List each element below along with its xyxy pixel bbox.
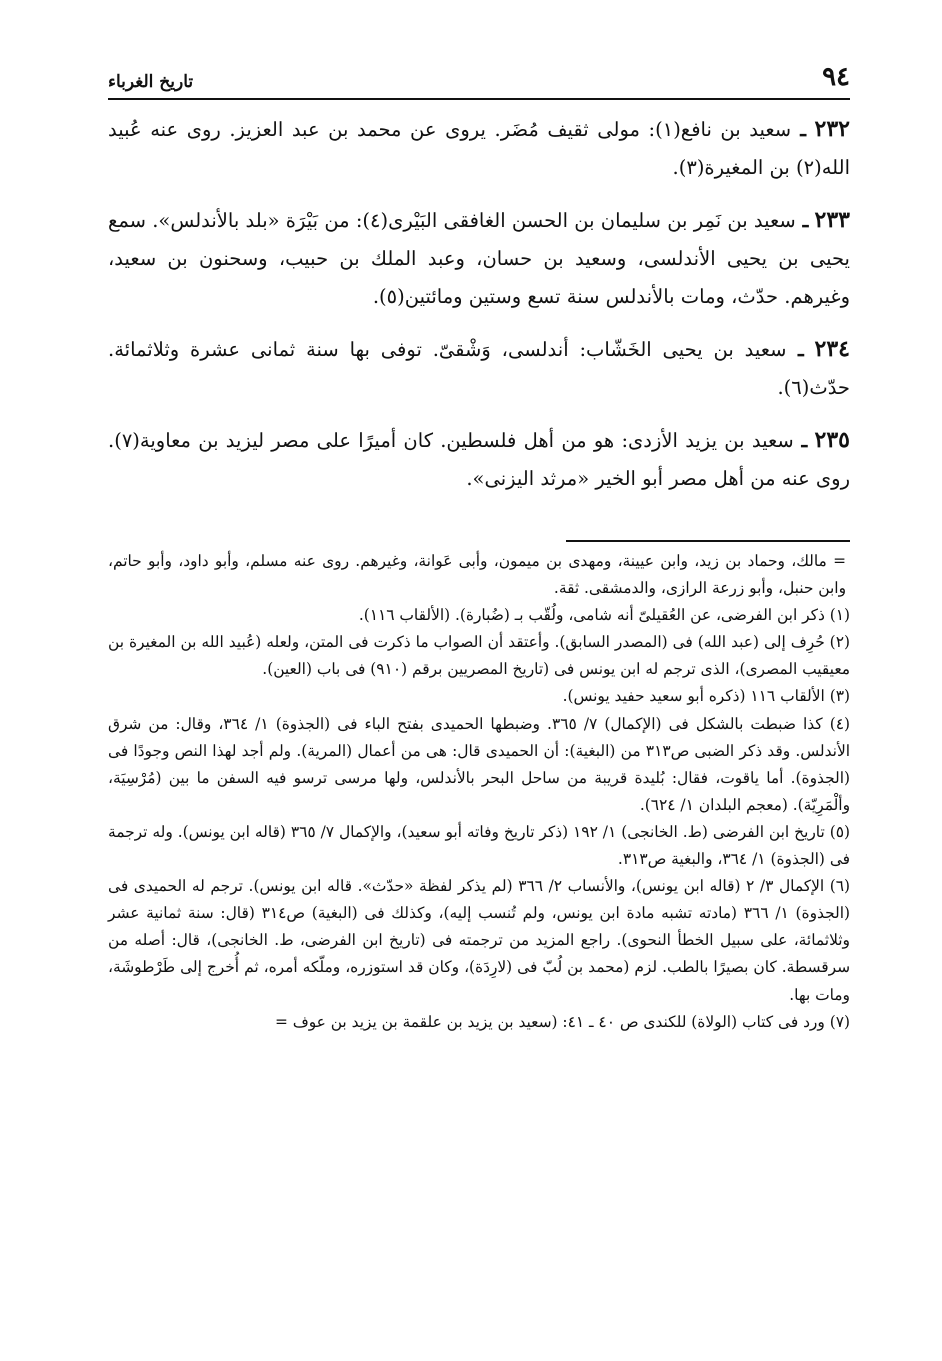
entry-dash: ـ (791, 118, 806, 141)
footnote-1: (١) ذكر ابن الفرضى، عن العُقيلىّ أنه شامى، ولُقّب بـ (ضُبارة). (الألقاب ١١٦). (358, 606, 850, 625)
entry-232 (108, 110, 850, 187)
footnote-7: (٧) ورد فى كتاب (الولاة) للكندى ص ٤٠ ـ ٤١: (سعيد بن يزيد بن علقمة بن يزيد بن عوف = (274, 1012, 850, 1031)
entry-number: ٢٣٣ (814, 207, 850, 233)
entry-dash: ـ (786, 338, 804, 361)
entry-text: سعيد بن يحيى الخَشّاب: أندلسى، وَشْقىّ. توفى بها سنة ثمانى عشرة وثلاثمائة. حدّث(٦). (108, 338, 850, 399)
footnotes (108, 548, 850, 1036)
footnote-5: (٥) تاريخ ابن الفرضى (ط. الخانجى) ١/ ١٩٢ (ذكر تاريخ وفاته أبو سعيد)، والإكمال ٧/ ٣٦٥ (قاله ابن يونس). وله ترجمة فى (الجذوة) ١/ ٣٦٤، والبغية ص٣١٣. (108, 822, 850, 869)
entry-text: سعيد بن نافع(١): مولى ثقيف مُضَر. يروى عن محمد بن عبد العزيز. روى عنه عُبيد الله(٢) بن المغيرة(٣). (108, 118, 850, 179)
entry-number: ٢٣٢ (814, 116, 850, 142)
entry-text: سعيد بن يزيد الأزدى: هو من أهل فلسطين. كان أميرًا على مصر ليزيد بن معاوية(٧). روى عنه من أهل مصر أبو الخير «مرثد اليزنى». (108, 429, 850, 490)
footnote-3: (٣) الألقاب ١١٦ (ذكره أبو سعيد حفيد يونس). (562, 687, 850, 706)
entry-235 (108, 421, 850, 498)
entry-dash: ـ (793, 429, 808, 452)
running-title: تاريخ الغرباء (108, 72, 194, 92)
page-number: ٩٤ (822, 62, 850, 92)
footnote-6: (٦) الإكمال ٣/ ٢ (قاله ابن يونس)، والأنساب ٢/ ٣٦٦ (لم يذكر لفظة «حدّث». قاله ابن يونس). ترجم له الحميدى فى (الجذوة) ١/ ٣٦٦ (مادته تشبه مادة ابن يونس، ولم تُنسب إليه)، وكذلك فى (البغية) ص٣١٤ (قال: سنة ثمانية عشر وثلاثمائة، على سبيل الخطأ النحوى). راجع المزيد من ترجمته فى (تاريخ ابن الفرضى، ط. الخانجى)، قال: أصله من سرقسطة. كان بصيرًا بالطب. لزم (محمد بن لُبّ فى (لارِدَة)، وكان قد استوزره، وملّكه أمره، ثم أُخرج إلى طَرْطوشَة، ومات بها. (108, 877, 851, 1004)
entry-text: سعيد بن نَمِر بن سليمان بن الحسن الغافقى البَيْرى(٤): من بَيْرَة «بلد بالأندلس». سمع يحيى بن يحيى الأندلسى، وسعيد بن حسان، وعبد الملك بن حبيب، وسحنون بن سعيد، وغيرهم. حدّث، ومات بالأندلس سنة تسع وستين ومائتين(٥). (108, 209, 850, 308)
entry-number: ٢٣٥ (814, 427, 850, 453)
footnote-continuation: = مالك، وحماد بن زيد، وابن عيينة، ومهدى بن ميمون، وأبى عَوانة، وغيرهم. روى عنه مسلم، وأبو داود، وأبو حاتم، وابن حنبل، وأبو زرعة الرازى، والدمشقى. ثقة. (108, 552, 846, 598)
entry-dash: ـ (795, 209, 809, 232)
entry-233 (108, 201, 850, 316)
footnote-4: (٤) كذا ضبطت بالشكل فى (الإكمال) ٧/ ٣٦٥. وضبطها الحميدى بفتح الباء فى (الجذوة) ١/ ٣٦٤، وقال: من شرق الأندلس. وقد ذكر الضبى ص٣١٣ من (البغية): أن الحميدى قال: هى من أعمال (المرية). ولم أجد لهذا النص وجودًا فى (الجذوة). أما ياقوت، فقال: بُليدة قريبة من ساحل البحر بالأندلس، ولها مرسى ترسو فيه السفن ما بين (مُرْسِيَة، وألْمَرِيّة). (معجم البلدان ١/ ٦٢٤). (108, 714, 851, 814)
main-text (108, 110, 850, 512)
entry-number: ٢٣٤ (814, 336, 850, 362)
footnote-2: (٢) حُرِف إلى (عبد الله) فى (المصدر السابق). وأعتقد أن الصواب ما ذكرت فى المتن، ولعله (عُبيد الله بن المغيرة بن معيقيب المصرى)، الذى ترجم له ابن يونس فى (تاريخ المصريين برقم (٩١٠) فى باب (العين). (108, 633, 850, 679)
entry-234 (108, 330, 850, 407)
footnote-separator (566, 540, 850, 542)
page-header (108, 58, 850, 100)
